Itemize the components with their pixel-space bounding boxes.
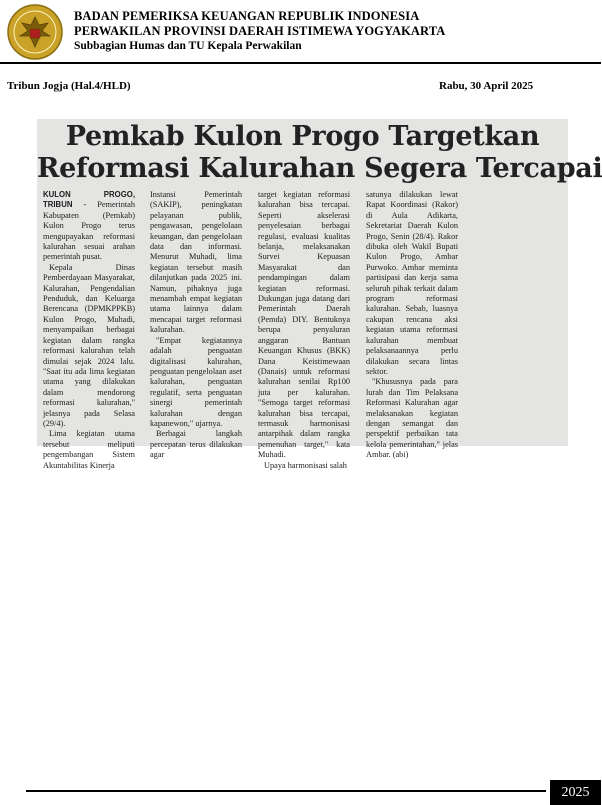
article-column-4: [366, 190, 458, 461]
article-paragraph: Lima kegiatan utama tersebut meliputi pengembangan Sistem Akuntabilitas Kinerja: [43, 429, 135, 470]
header-unit-name: Subbagian Humas dan TU Kepala Perwakilan: [74, 40, 302, 52]
article-paragraph: "Empat kegiatannya adalah penguatan digitalisasi kalurahan, penguatan pengelolaan aset kalurahan, penguatan regulatif, serta penguatan sinergi pemerintah kalurahan dengan kapanewon," ujarnya.: [150, 335, 242, 428]
article-paragraph: Upaya harmonisasi salah: [264, 460, 347, 470]
article-paragraph: Instansi Pemerintah (SAKIP), peningkatan pelayanan publik, pengawasan, pengelolaan keuangan, dan pengelolaan data dan informasi. Menurut Muhadi, lima kegiatan tersebut masih dilanjutkan pada 2025 ini. Namun, pihaknya juga menambah empat kegiatan utama lainnya dalam mencapai target reformasi kalurahan.: [150, 190, 242, 335]
header-divider: [0, 62, 601, 64]
garuda-emblem-icon: [6, 3, 64, 61]
article-column-2: [150, 190, 242, 461]
article-column-1: [43, 190, 135, 471]
article-paragraph: "Khususnya pada para lurah dan Tim Pelaksana Reformasi Kalurahan agar melaksanakan kegiatan dengan semangat dan perspektif perbaikan tata kelola pemerintahan," jelas Ambar. (abi): [366, 377, 458, 460]
article-paragraph: target kegiatan reformasi kalurahan bisa tercapai. Seperti akselerasi penyelesaian berbagai regulasi, evaluasi kualitas belanja, melaksanakan Survei Kepuasan Masyarakat dan pendampingan dalam kegiatan reformasi. Dukungan juga datang dari Pemerintah Daerah (Pemda) DIY. Bentuknya berupa penyaluran anggaran Bantuan Keuangan Khusus (BKK) Dana Keistimewaan (Danais) untuk reformasi kalurahan senilai Rp100 juta per kalurahan. "Semoga target reformasi kalurahan bisa tercapai, termasuk harmonisasi antarpihak dalam rangka pemenuhan target," kata Muhadi.: [258, 190, 350, 460]
news-clipping: [37, 119, 602, 470]
article-title-line-2: Reformasi Kalurahan Segera Tercapai: [37, 153, 602, 184]
article-title-line-1: Pemkab Kulon Progo Targetkan: [65, 121, 540, 152]
article-paragraph: Kepala Dinas Pemberdayaan Masyarakat, Kalurahan, Pengendalian Penduduk, dan Keluarga Berencana (DPMKPPKB) Kulon Progo, Muhadi, menyampaikan berbagai kegiatan dalam rangka reformasi kalurahan telah dimulai sejak 2024 lalu. "Saat itu ada lima kegiatan utama yang dilakukan dalam mendorong reformasi kalurahan," jelasnya pada Selasa (29/4).: [43, 262, 135, 428]
footer-divider: [26, 790, 546, 792]
publish-date: Rabu, 30 April 2025: [439, 80, 534, 92]
article-paragraph: KULON PROGO, TRIBUN - Pemerintah Kabupaten (Pemkab) Kulon Progo terus mengupayakan reformasi kalurahan sesuai arahan pemerintah pusat.: [43, 190, 135, 262]
header-institution-name: BADAN PEMERIKSA KEUANGAN REPUBLIK INDONESIA: [74, 9, 420, 23]
article-paragraph: satunya dilakukan lewat Rapat Koordinasi (Rakor) di Aula Adikarta, Sekretariat Daerah Kulon Progo, Senin (28/4). Rakor dibuka oleh Wakil Bupati Kulon Progo, Ambar Purwoko. Ambar meminta partisipasi dan kerja sama seluruh pihak terkait dalam program reformasi kalurahan. Sebab, luasnya cakupan rencana aksi kegiatan utama reformasi kalurahan membuat pelaksanaannya perlu dilakukan secara lintas sektor.: [366, 190, 458, 376]
header-office-name: PERWAKILAN PROVINSI DAERAH ISTIMEWA YOGYAKARTA: [74, 24, 446, 38]
source-label: Tribun Jogja (Hal.4/HLD): [7, 80, 131, 92]
article-dateline: KULON PROGO, TRIBUN: [43, 190, 135, 210]
article-column-3: [258, 190, 350, 471]
footer-year-badge: 2025: [550, 780, 601, 805]
article-paragraph: Berbagai langkah percepatan terus dilakukan agar: [150, 429, 242, 460]
